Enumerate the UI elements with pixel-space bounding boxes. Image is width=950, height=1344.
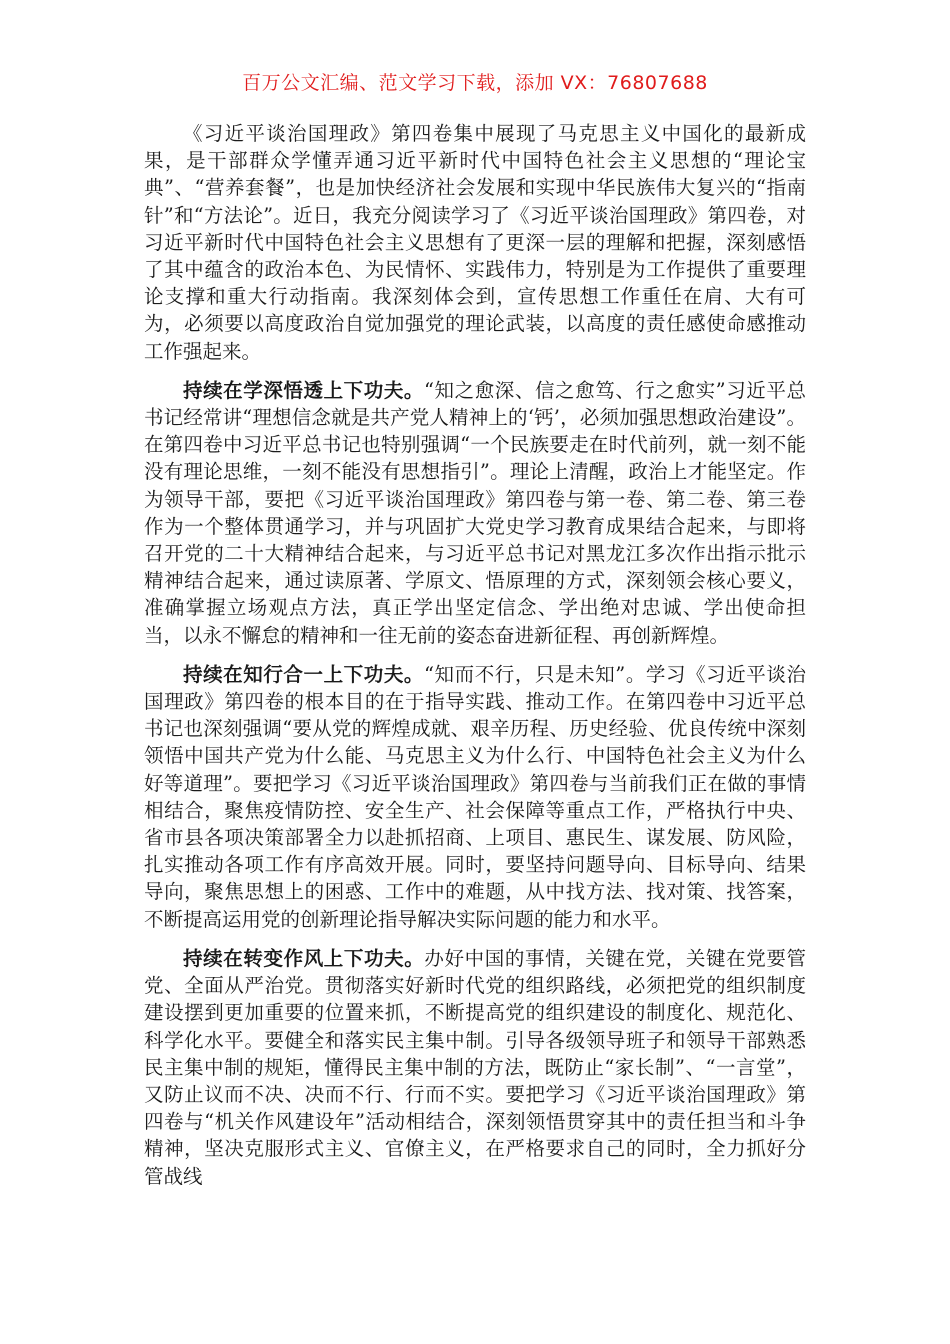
section-text-2: “知而不行，只是未知”。学习《习近平谈治国理政》第四卷的根本目的在于指导实践、推动工作。在第四卷中习近平总书记也深刻强调“要从党的辉煌成就、艰辛历程、历史经验、优良传统中深刻领悟中国共产党为什么能、马克思主义为什么行、中国特色社会主义为什么好等道理”。要把学习《习近平谈治国理政》第四卷与当前我们正在做的事情相结合，聚焦疫情防控、安全生产、社会保障等重点工作，严格执行中央、省市县各项决策部署全力以赴抓招商、上项目、惠民生、谋发展、防风险，扎实推动各项工作有序高效开展。同时，要坚持问题导向、目标导向、结果导向，聚焦思想上的困惑、工作中的难题，从中找方法、找对策、找答案，不断提高运用党的创新理论指导解决实际问题的能力和水平。 [144,662,806,931]
section-heading-2: 持续在知行合一上下功夫。 [183,662,424,686]
document-body [144,120,806,1202]
section-heading-3: 持续在转变作风上下功夫。 [183,946,425,970]
section-paragraph-3 [144,945,806,1190]
header-banner: 百万公文汇编、范文学习下载，添加 VX：76807688 [242,72,708,94]
section-text-1: “知之愈深、信之愈笃、行之愈实”习近平总书记经常讲“理想信念就是共产党人精神上的‘钙’，必须加强思想政治建设”。在第四卷中习近平总书记也特别强调“一个民族要走在时代前列，就一刻不能没有理论思维，一刻不能没有思想指引”。理论上清醒，政治上才能坚定。作为领导干部，要把《习近平谈治国理政》第四卷与第一卷、第二卷、第三卷作为一个整体贯通学习，并与巩固扩大党史学习教育成果结合起来，与即将召开党的二十大精神结合起来，与习近平总书记对黑龙江多次作出指示批示精神结合起来，通过读原著、学原文、悟原理的方式，深刻领会核心要义，准确掌握立场观点方法，真正学出坚定信念、学出绝对忠诚、学出使命担当，以永不懈怠的精神和一往无前的姿态奋进新征程、再创新辉煌。 [144,378,806,647]
section-text-3: 办好中国的事情，关键在党，关键在党要管党、全面从严治党。贯彻落实好新时代党的组织路线，必须把党的组织制度建设摆到更加重要的位置来抓，不断提高党的组织建设的制度化、规范化、科学化水平。要健全和落实民主集中制。引导各级领导班子和领导干部熟悉民主集中制的规矩，懂得民主集中制的方法，既防止“家长制”、“一言堂”，又防止议而不决、决而不行、行而不实。要把学习《习近平谈治国理政》第四卷与“机关作风建设年”活动相结合，深刻领悟贯穿其中的责任担当和斗争精神，坚决克服形式主义、官僚主义，在严格要求自己的同时，全力抓好分管战线 [144,946,806,1188]
section-paragraph-1 [144,377,806,649]
section-heading-1: 持续在学深悟透上下功夫。 [183,378,424,402]
section-paragraph-2 [144,661,806,933]
intro-paragraph: 《习近平谈治国理政》第四卷集中展现了马克思主义中国化的最新成果，是干部群众学懂弄通习近平新时代中国特色社会主义思想的“理论宝典”、“营养套餐”，也是加快经济社会发展和实现中华民族伟大复兴的“指南针”和“方法论”。近日，我充分阅读学习了《习近平谈治国理政》第四卷，对习近平新时代中国特色社会主义思想有了更深一层的理解和把握，深刻感悟了其中蕴含的政治本色、为民情怀、实践伟力，特别是为工作提供了重要理论支撑和重大行动指南。我深刻体会到，宣传思想工作重任在肩、大有可为，必须要以高度政治自觉加强党的理论武装，以高度的责任感使命感推动工作强起来。 [144,122,806,363]
